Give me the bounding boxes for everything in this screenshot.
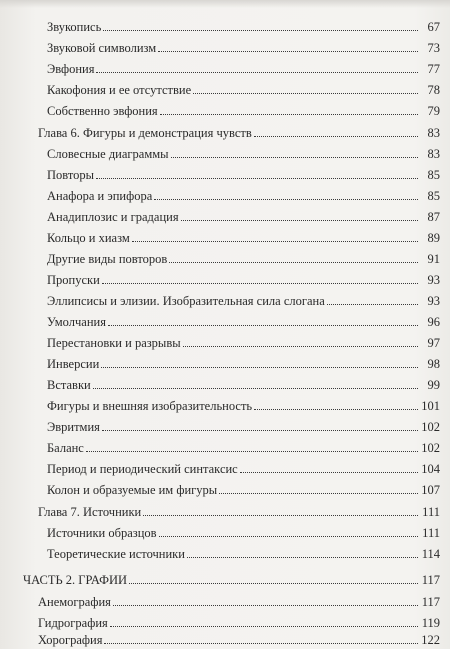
toc-entry-page: 77	[427, 62, 440, 76]
toc-entry-title: Словесные диаграммы	[47, 147, 169, 161]
toc-entry-cacophony	[47, 77, 440, 97]
toc-entry-title: Фигуры и внешняя изобразительность	[47, 399, 253, 413]
toc-entry-anaphora	[47, 183, 440, 203]
toc-entry-chapter-6	[38, 120, 440, 140]
toc-entry-page: 101	[421, 399, 440, 413]
leader-dots	[102, 283, 418, 284]
leader-dots	[101, 367, 418, 368]
leader-dots	[132, 241, 418, 242]
page-top-shadow	[0, 0, 450, 8]
toc-entry-eurhythmy	[47, 414, 440, 434]
leader-dots	[181, 220, 418, 221]
toc-entry-ellipses	[47, 288, 440, 308]
toc-entry-title: Баланс	[47, 441, 84, 455]
toc-entry-title: Вставки	[47, 378, 91, 392]
leader-dots	[193, 93, 418, 94]
toc-entry-page: 104	[421, 462, 440, 476]
toc-entry-page: 97	[427, 336, 440, 350]
toc-entry-page: 85	[427, 189, 440, 203]
toc-entry-page: 83	[427, 126, 440, 140]
leader-dots	[219, 493, 418, 494]
toc-entry-chapter-7	[38, 499, 440, 519]
toc-entry-page: 119	[421, 616, 440, 630]
toc-entry-page: 107	[421, 483, 440, 497]
toc-entry-title: Эвритмия	[47, 420, 100, 434]
toc-entry-page: 67	[427, 20, 440, 34]
toc-entry-page: 117	[421, 573, 440, 587]
toc-entry-page: 111	[422, 526, 440, 540]
toc-entry-title: Перестановки и разрывы	[47, 336, 181, 350]
leader-dots	[143, 515, 418, 516]
toc-entry-title: Какофония и ее отсутствие	[47, 83, 192, 97]
leader-dots	[93, 388, 418, 389]
toc-entry-page: 111	[422, 505, 440, 519]
leader-dots	[187, 557, 418, 558]
toc-entry-anemography	[38, 589, 440, 609]
leader-dots	[103, 30, 418, 31]
toc-entry-inversions	[47, 351, 440, 371]
toc-entry-ring-chiasmus	[47, 225, 440, 245]
toc-entry-page: 96	[427, 315, 440, 329]
toc-entry-reticence	[47, 309, 440, 329]
toc-entry-title: Анадиплозис и градация	[47, 210, 179, 224]
toc-entry-page: 93	[427, 294, 440, 308]
leader-dots	[154, 199, 418, 200]
toc-entry-euphony	[47, 56, 440, 76]
toc-entry-figures-external	[47, 393, 440, 413]
leader-dots	[86, 451, 418, 452]
toc-entry-title: Собственно эвфония	[47, 104, 158, 118]
toc-entry-title: Теоретические источники	[47, 547, 185, 561]
toc-entry-title: Другие виды повторов	[47, 252, 168, 266]
toc-entry-title: Анафора и эпифора	[47, 189, 153, 203]
toc-entry-page: 83	[427, 147, 440, 161]
leader-dots	[327, 304, 418, 305]
toc-entry-page: 98	[427, 357, 440, 371]
toc-entry-page: 78	[427, 83, 440, 97]
toc-entry-title: Звуковой символизм	[47, 41, 157, 55]
leader-dots	[108, 325, 418, 326]
leader-dots	[254, 136, 418, 137]
toc-entry-other-repetitions	[47, 246, 440, 266]
toc-entry-title: Эллипсисы и элизии. Изобразительная сила слогана	[47, 294, 325, 308]
toc-entry-title: Эвфония	[47, 62, 95, 76]
leader-dots	[254, 409, 418, 410]
leader-dots	[240, 472, 418, 473]
toc-entry-page: 91	[427, 252, 440, 266]
toc-entry-theoretical-sources	[47, 541, 440, 561]
toc-entry-insertions	[47, 372, 440, 392]
toc-entry-title: ЧАСТЬ 2. ГРАФИИ	[23, 573, 128, 587]
toc-entry-page: 102	[421, 420, 440, 434]
leader-dots	[171, 157, 418, 158]
toc-entry-title: Анемография	[38, 595, 111, 609]
toc-entry-page: 87	[427, 210, 440, 224]
toc-entry-zvukopis	[47, 14, 440, 34]
toc-entry-sound-symbolism	[47, 35, 440, 55]
toc-entry-title: Хорография	[38, 633, 103, 647]
toc-entry-title: Глава 6. Фигуры и демонстрация чувств	[38, 126, 252, 140]
toc-entry-page: 114	[421, 547, 440, 561]
toc-entry-title: Кольцо и хиазм	[47, 231, 130, 245]
toc-entry-page: 73	[427, 41, 440, 55]
toc-entry-repetitions	[47, 162, 440, 182]
toc-entry-period	[47, 456, 440, 476]
toc-entry-part-2	[23, 567, 440, 587]
toc-entry-omissions	[47, 267, 440, 287]
leader-dots	[129, 583, 418, 584]
leader-dots	[169, 262, 418, 263]
toc-entry-page: 99	[427, 378, 440, 392]
leader-dots	[158, 51, 418, 52]
toc-entry-permutations	[47, 330, 440, 350]
toc-entry-page: 89	[427, 231, 440, 245]
toc-entry-balance	[47, 435, 440, 455]
toc-entry-title: Глава 7. Источники	[38, 505, 142, 519]
toc-entry-chorography	[38, 627, 440, 647]
toc-entry-anadiplosis	[47, 204, 440, 224]
toc-entry-proper-euphony	[47, 98, 440, 118]
toc-entry-sample-sources	[47, 520, 440, 540]
toc-entry-title: Гидрография	[38, 616, 108, 630]
toc-entry-title: Звукопись	[47, 20, 102, 34]
leader-dots	[96, 178, 418, 179]
leader-dots	[160, 114, 418, 115]
leader-dots	[102, 430, 418, 431]
toc-entry-title: Повторы	[47, 168, 95, 182]
toc-entry-page: 85	[427, 168, 440, 182]
toc-entry-colon	[47, 477, 440, 497]
leader-dots	[104, 643, 418, 644]
leader-dots	[183, 346, 418, 347]
toc-entry-page: 122	[421, 633, 440, 647]
leader-dots	[113, 605, 418, 606]
toc-entry-title: Период и периодический синтаксис	[47, 462, 238, 476]
toc-entry-page: 117	[421, 595, 440, 609]
toc-entry-page: 102	[421, 441, 440, 455]
leader-dots	[96, 72, 418, 73]
toc-entry-title: Источники образцов	[47, 526, 157, 540]
toc-entry-verbal-diagrams	[47, 141, 440, 161]
toc-entry-page: 79	[427, 104, 440, 118]
toc-entry-title: Пропуски	[47, 273, 100, 287]
toc-entry-page: 93	[427, 273, 440, 287]
leader-dots	[159, 536, 418, 537]
toc-entry-title: Умолчания	[47, 315, 106, 329]
toc-entry-title: Колон и образуемые им фигуры	[47, 483, 218, 497]
toc-entry-title: Инверсии	[47, 357, 100, 371]
